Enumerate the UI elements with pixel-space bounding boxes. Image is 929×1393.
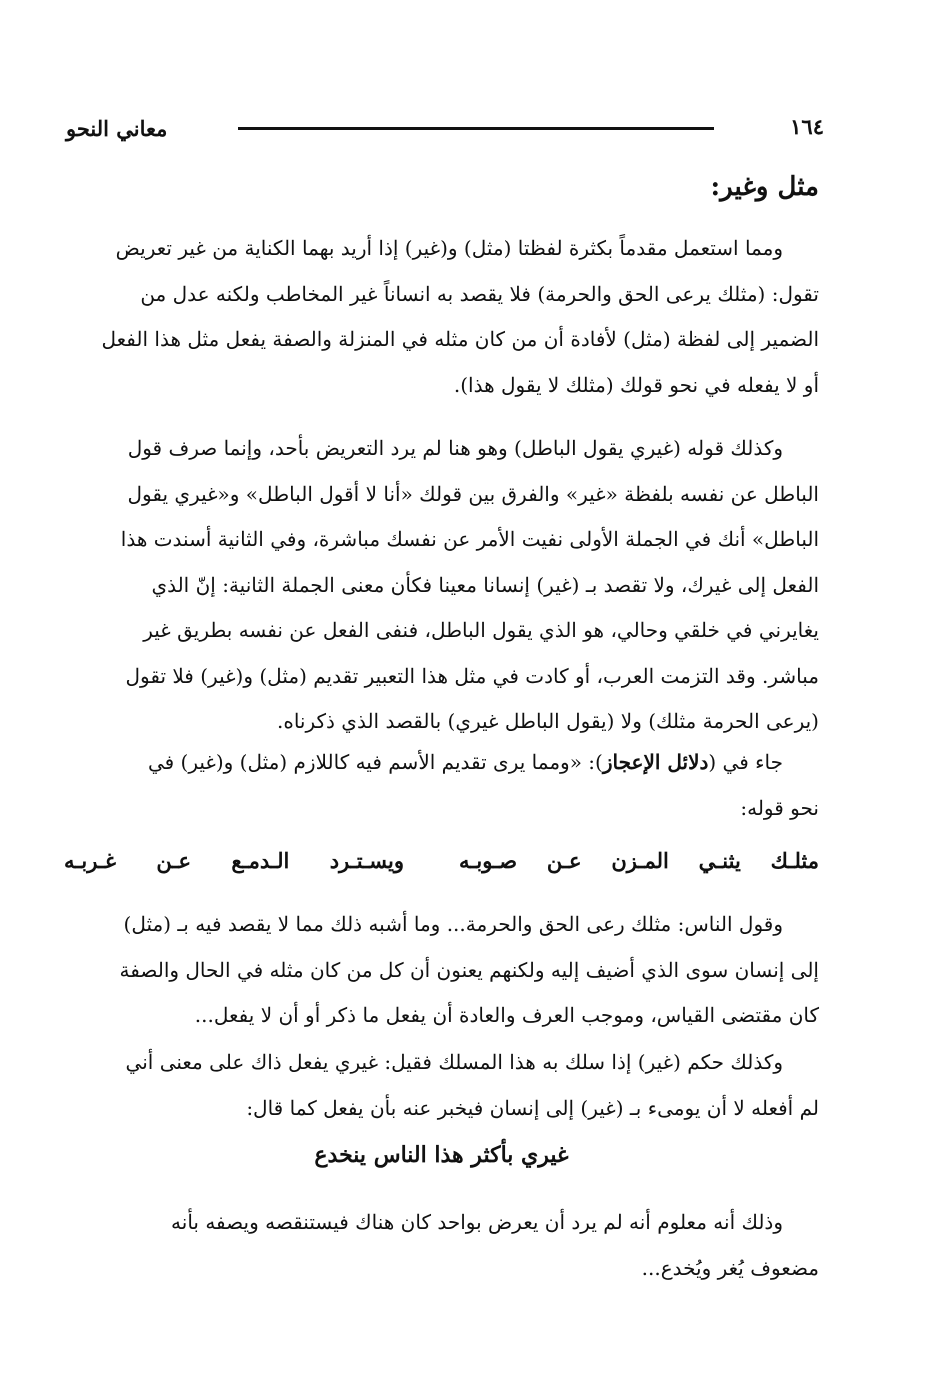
text-line <box>64 740 819 786</box>
text-line: نحو قوله: <box>740 795 819 820</box>
paragraph-1 <box>64 226 819 408</box>
book-title: معاني النحو <box>66 116 168 141</box>
text-line: الباطل» أنك في الجملة الأولى نفيت الأمر عن نفسك مباشرة، وفي الثانية أسندت هذا <box>120 527 819 551</box>
section-heading: مثل وغير: <box>710 172 819 202</box>
text-line: إلى إنسان سوى الذي أضيف إليه ولكنهم يعنون أن كل من كان مثله في الحال والصفة <box>119 957 819 982</box>
text-line: الضمير إلى لفظة (مثل) لأفادة أن من كان مثله في المنزلة والصفة يفعل مثل هذا الفعل <box>101 327 819 351</box>
book-reference: دلائل الإعجاز <box>602 750 709 774</box>
text-line: تقول: (مثلك يرعى الحق والحرمة) فلا يقصد به انساناً غير المخاطب ولكنه عدل من <box>140 281 819 306</box>
verse-second-hemistich: ويسـتـرد الـدمـع عـن غـربـه <box>64 848 404 873</box>
header-rule <box>238 127 714 130</box>
verse-first-hemistich: مثلـك يثنـي المـزن عـن صـوبـه <box>459 848 819 873</box>
quote-text: ): «ومما يرى تقديم الأسم فيه كاللازم (مثل) و(غير) في <box>147 750 603 774</box>
text-line: (يرعى الحرمة مثلك) ولا (يقول الباطل غيري) بالقصد الذي ذكرناه. <box>276 709 819 733</box>
text-line: وقول الناس: مثلك رعى الحق والحرمة... وما أشبه ذلك مما لا يقصد فيه بـ (مثل) <box>123 912 783 936</box>
text-line: كان مقتضى القياس، وموجب العرف والعادة أن يفعل ما ذكر أو أن لا يفعل... <box>194 1003 819 1027</box>
text-line: وذلك أنه معلوم أنه لم يرد أن يعرض بواحد كان هناك فيستنقصه ويصفه بأنه <box>171 1210 783 1234</box>
text-line: مباشر. وقد التزمت العرب، أو كادت في مثل هذا التعبير تقديم (مثل) و(غير) فلا تقول <box>125 663 819 688</box>
text-line: الفعل إلى غيرك، ولا تقصد بـ (غير) إنسانا معينا فكأن معنى الجملة الثانية: إنّ الذي <box>151 572 819 597</box>
poem-verse <box>64 848 819 882</box>
page-number: ١٦٤ <box>790 114 824 139</box>
text-line: مضعوف يُغر ويُخدع... <box>641 1255 819 1280</box>
paragraph-2 <box>64 426 819 745</box>
running-header <box>66 112 824 148</box>
quote-prefix: جاء في ( <box>708 750 783 774</box>
text-line: ومما استعمل مقدماً بكثرة لفظتا (مثل) و(غير) إذا أريد بهما الكناية من غير تعريض <box>115 236 783 260</box>
text-line: وكذلك حكم (غير) إذا سلك به هذا المسلك فقيل: غيري يفعل ذاك على معنى أني <box>125 1050 783 1074</box>
text-line: لم أفعله لا أن يومىء بـ (غير) إلى إنسان فيخبر عنه بأن يفعل كما قال: <box>246 1095 819 1120</box>
paragraph-4 <box>64 902 819 1039</box>
text-line: أو لا يفعله في نحو قولك (مثلك لا يقول هذا). <box>453 372 819 397</box>
paragraph-3 <box>64 740 819 831</box>
paragraph-5 <box>64 1040 819 1131</box>
quoted-poetry-line: غيري بأكثر هذا الناس ينخدع <box>314 1142 569 1168</box>
text-line: وكذلك قوله (غيري يقول الباطل) وهو هنا لم يرد التعريض بأحد، وإنما صرف قول <box>127 436 783 460</box>
text-line: الباطل عن نفسه بلفظة «غير» والفرق بين قولك «أنا لا أقول الباطل» و«غيري يقول <box>127 481 819 506</box>
paragraph-6 <box>64 1200 819 1291</box>
text-line: يغايرني في خلقي وحالي، هو الذي يقول الباطل، فنفى الفعل عن نفسه بطريق غير <box>143 618 819 642</box>
